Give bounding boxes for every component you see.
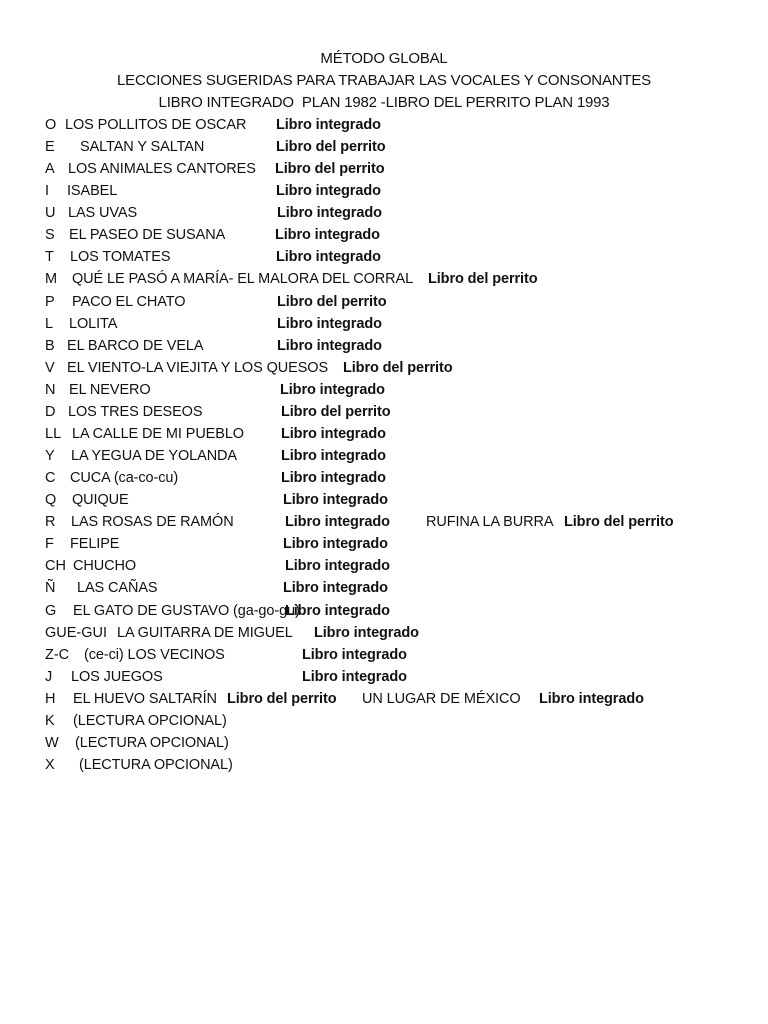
lesson-book: Libro del perrito <box>275 161 385 178</box>
lesson-row <box>0 224 768 246</box>
lesson-letter: T <box>45 249 54 266</box>
lesson-title: ISABEL <box>67 183 118 200</box>
lesson-letter: GUE-GUI <box>45 624 108 641</box>
lesson-letter: F <box>45 536 54 553</box>
lesson-letter: W <box>45 734 59 751</box>
lesson-row <box>0 114 768 136</box>
lesson-title-secondary: UN LUGAR DE MÉXICO <box>362 690 521 707</box>
lesson-book: Libro integrado <box>280 381 385 398</box>
lesson-book: Libro integrado <box>276 183 381 200</box>
lesson-letter: O <box>45 117 57 133</box>
lesson-book: Libro integrado <box>285 514 390 531</box>
lesson-title: EL NEVERO <box>69 381 151 398</box>
lesson-title: LOS JUEGOS <box>71 668 163 685</box>
lesson-book: Libro integrado <box>302 668 407 685</box>
lesson-row <box>0 600 768 622</box>
lesson-row <box>0 467 768 489</box>
lesson-row <box>0 666 768 688</box>
lesson-row <box>0 644 768 666</box>
lesson-row <box>0 688 768 710</box>
lesson-letter: G <box>45 602 57 619</box>
lesson-letter: D <box>45 403 56 420</box>
lesson-row <box>0 136 768 158</box>
lesson-book: Libro del perrito <box>428 271 538 288</box>
lesson-book: Libro integrado <box>281 470 386 487</box>
lesson-letter: Z-C <box>45 646 70 663</box>
lesson-book: Libro integrado <box>277 315 382 332</box>
lesson-book: Libro integrado <box>275 227 380 244</box>
lesson-row <box>0 732 768 754</box>
document-title: MÉTODO GLOBAL <box>320 50 448 67</box>
lesson-letter: Ñ <box>45 580 56 597</box>
lesson-book: Libro integrado <box>281 425 386 442</box>
lesson-title: EL BARCO DE VELA <box>67 337 204 354</box>
lesson-title: LAS UVAS <box>68 205 138 222</box>
lesson-title: (LECTURA OPCIONAL) <box>75 734 229 751</box>
lesson-letter: L <box>45 315 54 332</box>
lesson-row <box>0 423 768 445</box>
lesson-row <box>0 379 768 401</box>
lesson-title: (LECTURA OPCIONAL) <box>73 712 227 729</box>
lesson-letter: Q <box>45 492 57 509</box>
lesson-letter: CH <box>45 558 66 575</box>
lesson-title: EL VIENTO-LA VIEJITA Y LOS QUESOS <box>67 359 329 376</box>
lesson-title: (LECTURA OPCIONAL) <box>79 757 233 774</box>
lesson-title: EL HUEVO SALTARÍN <box>73 690 217 707</box>
lesson-letter: P <box>45 293 55 310</box>
lesson-row <box>0 511 768 533</box>
lesson-row <box>0 533 768 555</box>
lesson-row <box>0 357 768 379</box>
lesson-letter: C <box>45 470 56 487</box>
lesson-row <box>0 577 768 599</box>
lesson-book: Libro del perrito <box>276 139 386 156</box>
lesson-letter: B <box>45 337 55 354</box>
lesson-book: Libro del perrito <box>227 690 337 707</box>
lesson-book: Libro integrado <box>283 580 388 597</box>
lesson-book: Libro integrado <box>302 646 407 663</box>
lesson-letter: I <box>45 183 50 200</box>
lesson-row <box>0 158 768 180</box>
lesson-book: Libro integrado <box>285 558 390 575</box>
lesson-letter: X <box>45 757 55 774</box>
lesson-row <box>0 313 768 335</box>
lesson-book: Libro integrado <box>283 536 388 553</box>
lesson-letter: Y <box>45 448 55 465</box>
lesson-book: Libro integrado <box>276 249 381 266</box>
lesson-title: QUIQUE <box>72 492 129 509</box>
lesson-title: LOS POLLITOS DE OSCAR <box>65 117 247 133</box>
lesson-row <box>0 555 768 577</box>
lesson-book-secondary: Libro del perrito <box>564 514 674 531</box>
lesson-letter: N <box>45 381 56 398</box>
lesson-title-secondary: RUFINA LA BURRA <box>426 514 554 531</box>
lesson-title: EL PASEO DE SUSANA <box>69 227 226 244</box>
lesson-row <box>0 445 768 467</box>
lesson-letter: M <box>45 271 58 288</box>
lesson-book: Libro del perrito <box>281 403 391 420</box>
lesson-letter: S <box>45 227 55 244</box>
lesson-letter: J <box>45 668 53 685</box>
lesson-title: CUCA (ca-co-cu) <box>70 470 179 487</box>
lesson-letter: V <box>45 359 55 376</box>
lesson-row <box>0 710 768 732</box>
lesson-row <box>0 489 768 511</box>
lesson-title: (ce-ci) LOS VECINOS <box>84 646 225 663</box>
lesson-book: Libro del perrito <box>343 359 453 376</box>
lesson-title: FELIPE <box>70 536 120 553</box>
lesson-row <box>0 401 768 423</box>
lesson-letter: R <box>45 514 56 531</box>
lesson-row <box>0 754 768 776</box>
lesson-letter: E <box>45 139 55 156</box>
document-subtitle: LECCIONES SUGERIDAS PARA TRABAJAR LAS VOCALES Y CONSONANTES <box>117 72 651 89</box>
lesson-title: LA CALLE DE MI PUEBLO <box>72 425 244 442</box>
lesson-book: Libro integrado <box>285 602 390 619</box>
lesson-title: PACO EL CHATO <box>72 293 186 310</box>
lesson-letter: LL <box>45 425 62 442</box>
lesson-letter: U <box>45 205 56 222</box>
lesson-letter: A <box>45 161 55 178</box>
lesson-row <box>0 246 768 268</box>
lesson-title: CHUCHO <box>73 558 137 575</box>
lesson-book: Libro integrado <box>281 448 386 465</box>
lesson-row <box>0 622 768 644</box>
lesson-title: LOS TOMATES <box>70 249 171 266</box>
lesson-letter: K <box>45 712 55 729</box>
lesson-book: Libro integrado <box>276 117 381 133</box>
lesson-book: Libro integrado <box>277 205 382 222</box>
lesson-title: LAS ROSAS DE RAMÓN <box>71 514 234 531</box>
lesson-title: EL GATO DE GUSTAVO (ga-go-gu) <box>73 602 300 619</box>
lesson-row <box>0 268 768 290</box>
lesson-title: LA GUITARRA DE MIGUEL <box>117 624 293 641</box>
lesson-book: Libro integrado <box>283 492 388 509</box>
lesson-letter: H <box>45 690 56 707</box>
lesson-title: LA YEGUA DE YOLANDA <box>71 448 238 465</box>
lesson-title: LOS ANIMALES CANTORES <box>68 161 256 178</box>
lesson-title: LOS TRES DESEOS <box>68 403 203 420</box>
document-plan-line <box>0 92 768 113</box>
lesson-row <box>0 335 768 357</box>
lesson-book: Libro integrado <box>314 624 419 641</box>
lesson-book: Libro del perrito <box>277 293 387 310</box>
plan-line-part-2: PLAN 1982 -LIBRO DEL PERRITO PLAN 1993 <box>301 94 610 111</box>
lesson-title: SALTAN Y SALTAN <box>80 139 205 156</box>
lesson-book: Libro integrado <box>277 337 382 354</box>
lesson-title: LOLITA <box>69 315 118 332</box>
lesson-row <box>0 202 768 224</box>
plan-line-part-1: LIBRO INTEGRADO <box>158 94 294 111</box>
lesson-title: LAS CAÑAS <box>77 580 158 597</box>
lesson-title: QUÉ LE PASÓ A MARÍA- EL MALORA DEL CORRAL <box>72 271 414 288</box>
lesson-book-secondary: Libro integrado <box>539 690 644 707</box>
lesson-row <box>0 291 768 313</box>
lesson-row <box>0 180 768 202</box>
